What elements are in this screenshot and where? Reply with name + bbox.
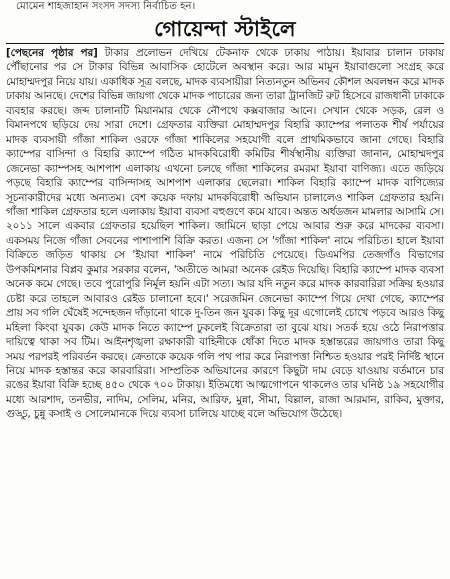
- previous-article-snippet: মোমেন শাহজাহান সংসদ সদস্য নির্বাচিত হন।: [16, 1, 196, 12]
- headline: গোয়েন্দা স্টাইলে: [154, 16, 296, 41]
- article-text: টাকার প্রলোভন দেখিয়ে টেকনাফ থেকে ঢাকায় পাঠায়। ইয়াবার চালান ঢাকায় পৌঁছানোর পর সে টাকার বিভিন্ন আবাসিক হোটেলে অবস্থান করে। আর মামুন ইয়াবাগুলো সংগ্রহ করে মোহাম্মদপুর নিয়ে যায়। একাধিক সূত্র বলছে, মাদক ব্যবসায়ীরা নিত্যনতুন অভিনব কৌশল অবলম্বন করে মাদক ঢাকায় আনছে। দেশের বিভিন্ন জায়গা থেকে মাদক পাচারের জন্য তারা ট্রানজিট রুট হিসেবে রাজধানী ঢাকাকে ব্যবহার করছে। জব্দ চালানটি মিয়ানমার থেকে নৌপথে কক্সবাজার আনে। সেখান থেকে সড়ক, রেল ও বিমানপথে ছড়িয়ে দেয় সারা দেশে। গ্রেফতার ব্যক্তিরা মোহাম্মদপুর বিহারি ক্যাম্পের পলাতক শীর্ষ পর্যায়ের মাদক ব্যবসায়ী গাঁজা শাকিল ওরফে গাঁজা শাকিলের সহযোগী বলে প্রাথমিকভাবে জানা গেছে। বিহারি ক্যাম্পের বাসিন্দা ও বিহারি ক্যাম্পে গঠিত মাদকবিরোধী কমিটির শীর্ষস্থানীয় ব্যক্তিরা জানান, মোহাম্মদপুর জেনেভা ক্যাম্পসহ আশপাশ এলাকায় এখনো চলছে গাঁজা শাকিলের রমরমা ইয়াবা বাণিজ্য। এতে জড়িয়ে পড়ছে বিহারি ক্যাম্পের বাসিন্দাসহ আশপাশ এলাকার ছেলেরা। শাকিল বিহারি ক্যাম্পে মাদক বাণিজ্যের সূচনাকারীদের মধ্যে অন্যতম। বেশ কয়েক দফায় মাদকবিরোধী অভিযান চালালেও শাকিল গ্রেফতার হয়নি। গাঁজা শাকিল গ্রেফতার হলে এলাকায় ইয়াবা ব্যবসা বহুগুণে কমে যাবে। অন্তত অর্ধডজন মামলার আসামি সে। ২০১১ সালে একবার গ্রেফতার হয়েছিল শাকিল। জামিনে ছাড়া পেয়ে আবার শুরু করে মাদকের ব্যবসা। একসময় নিজে গাঁজা সেবনের পাশাপাশি বিক্রি করত। এজন্য সে 'গাঁজা শাকিল' নামে পরিচিত। হালে ইয়াবা বিক্রিতে জড়িত থাকায় সে 'ইয়াবা শাকিল' নামে পরিচিতি পেয়েছে। ডিএমপির তেজগাঁও বিভাগের উপকমিশনার বিপ্লব কুমার সরকার বলেন, 'অতীতে আমরা অনেক রেইড দিয়েছি। বিহারি ক্যাম্পে মাদক ব্যবসা অনেক কমে গেছে। তবে পুরোপুরি নির্মূল হয়নি এটা সত্য। আর যদি নতুন করে মাদক কারবারিরা সক্রিয় হওয়ার চেষ্টা করে তাহলে আবারও রেইড চালানো হবে।' সরেজমিন জেনেভা ক্যাম্পে গিয়ে দেখা গেছে, ক্যাম্পের প্রায় সব গলি ঘেঁষেই সন্দেহজন দাঁড়ানো থাকে দু-তিন জন যুবক। কিছু দূর এগোলেই চোখে পড়বে আরও কিছু মহিলা কিংবা যুবক। কেউ মাদক নিতে ক্যাম্পে ঢুকলেই বিক্রেতারা তা বুঝে যায়। সতর্ক হয়ে ওঠে নিরাপত্তার দায়িত্বে থাকা সব টিম। আইনশৃঙ্খলা রক্ষাকারী বাহিনীকে ধোঁকা দিতে মাদক হস্তান্তরের জায়গাও তারা কিছু সময় পরপরই পরিবর্তন করছে। ক্রেতাকে কয়েক গলি পথ পার করে নিরাপত্তা নিশ্চিত হওয়ার পরই নির্দিষ্ট স্থানে নিয়ে মাদক হস্তান্তর করে কারবারিরা। সাম্প্রতিক অভিযানের কারণে কিছুটা দাম বেড়ে যাওয়ায় বর্তমানে চার রঙের ইয়াবা বিক্রি হচ্ছে ৪৫০ থেকে ৭০০ টাকায়। ইতিমধ্যে আত্মগোপনে থাকলেও তার ঘনিষ্ঠ ১৯ সহযোগীর মধ্যে আরশাদ, তনভীর, নাদিম, সেলিম, মনির, আরিফ, মুন্না, সীমা, বিল্লাল, রাজা আরমান, রাকিব, মুক্তার, গুড্ডু, চুন্নু কসাই ও সোলেমানকে দিয়ে ব্যবসা চালিয়ে যাচ্ছে বলে অভিযোগ উঠেছে।: [6, 47, 444, 421]
- article-paragraph: [6, 46, 444, 422]
- continuation-tag: [পেছনের পৃষ্ঠার পর]: [6, 47, 98, 59]
- article-body: [6, 46, 444, 422]
- headline-rule: [6, 43, 444, 44]
